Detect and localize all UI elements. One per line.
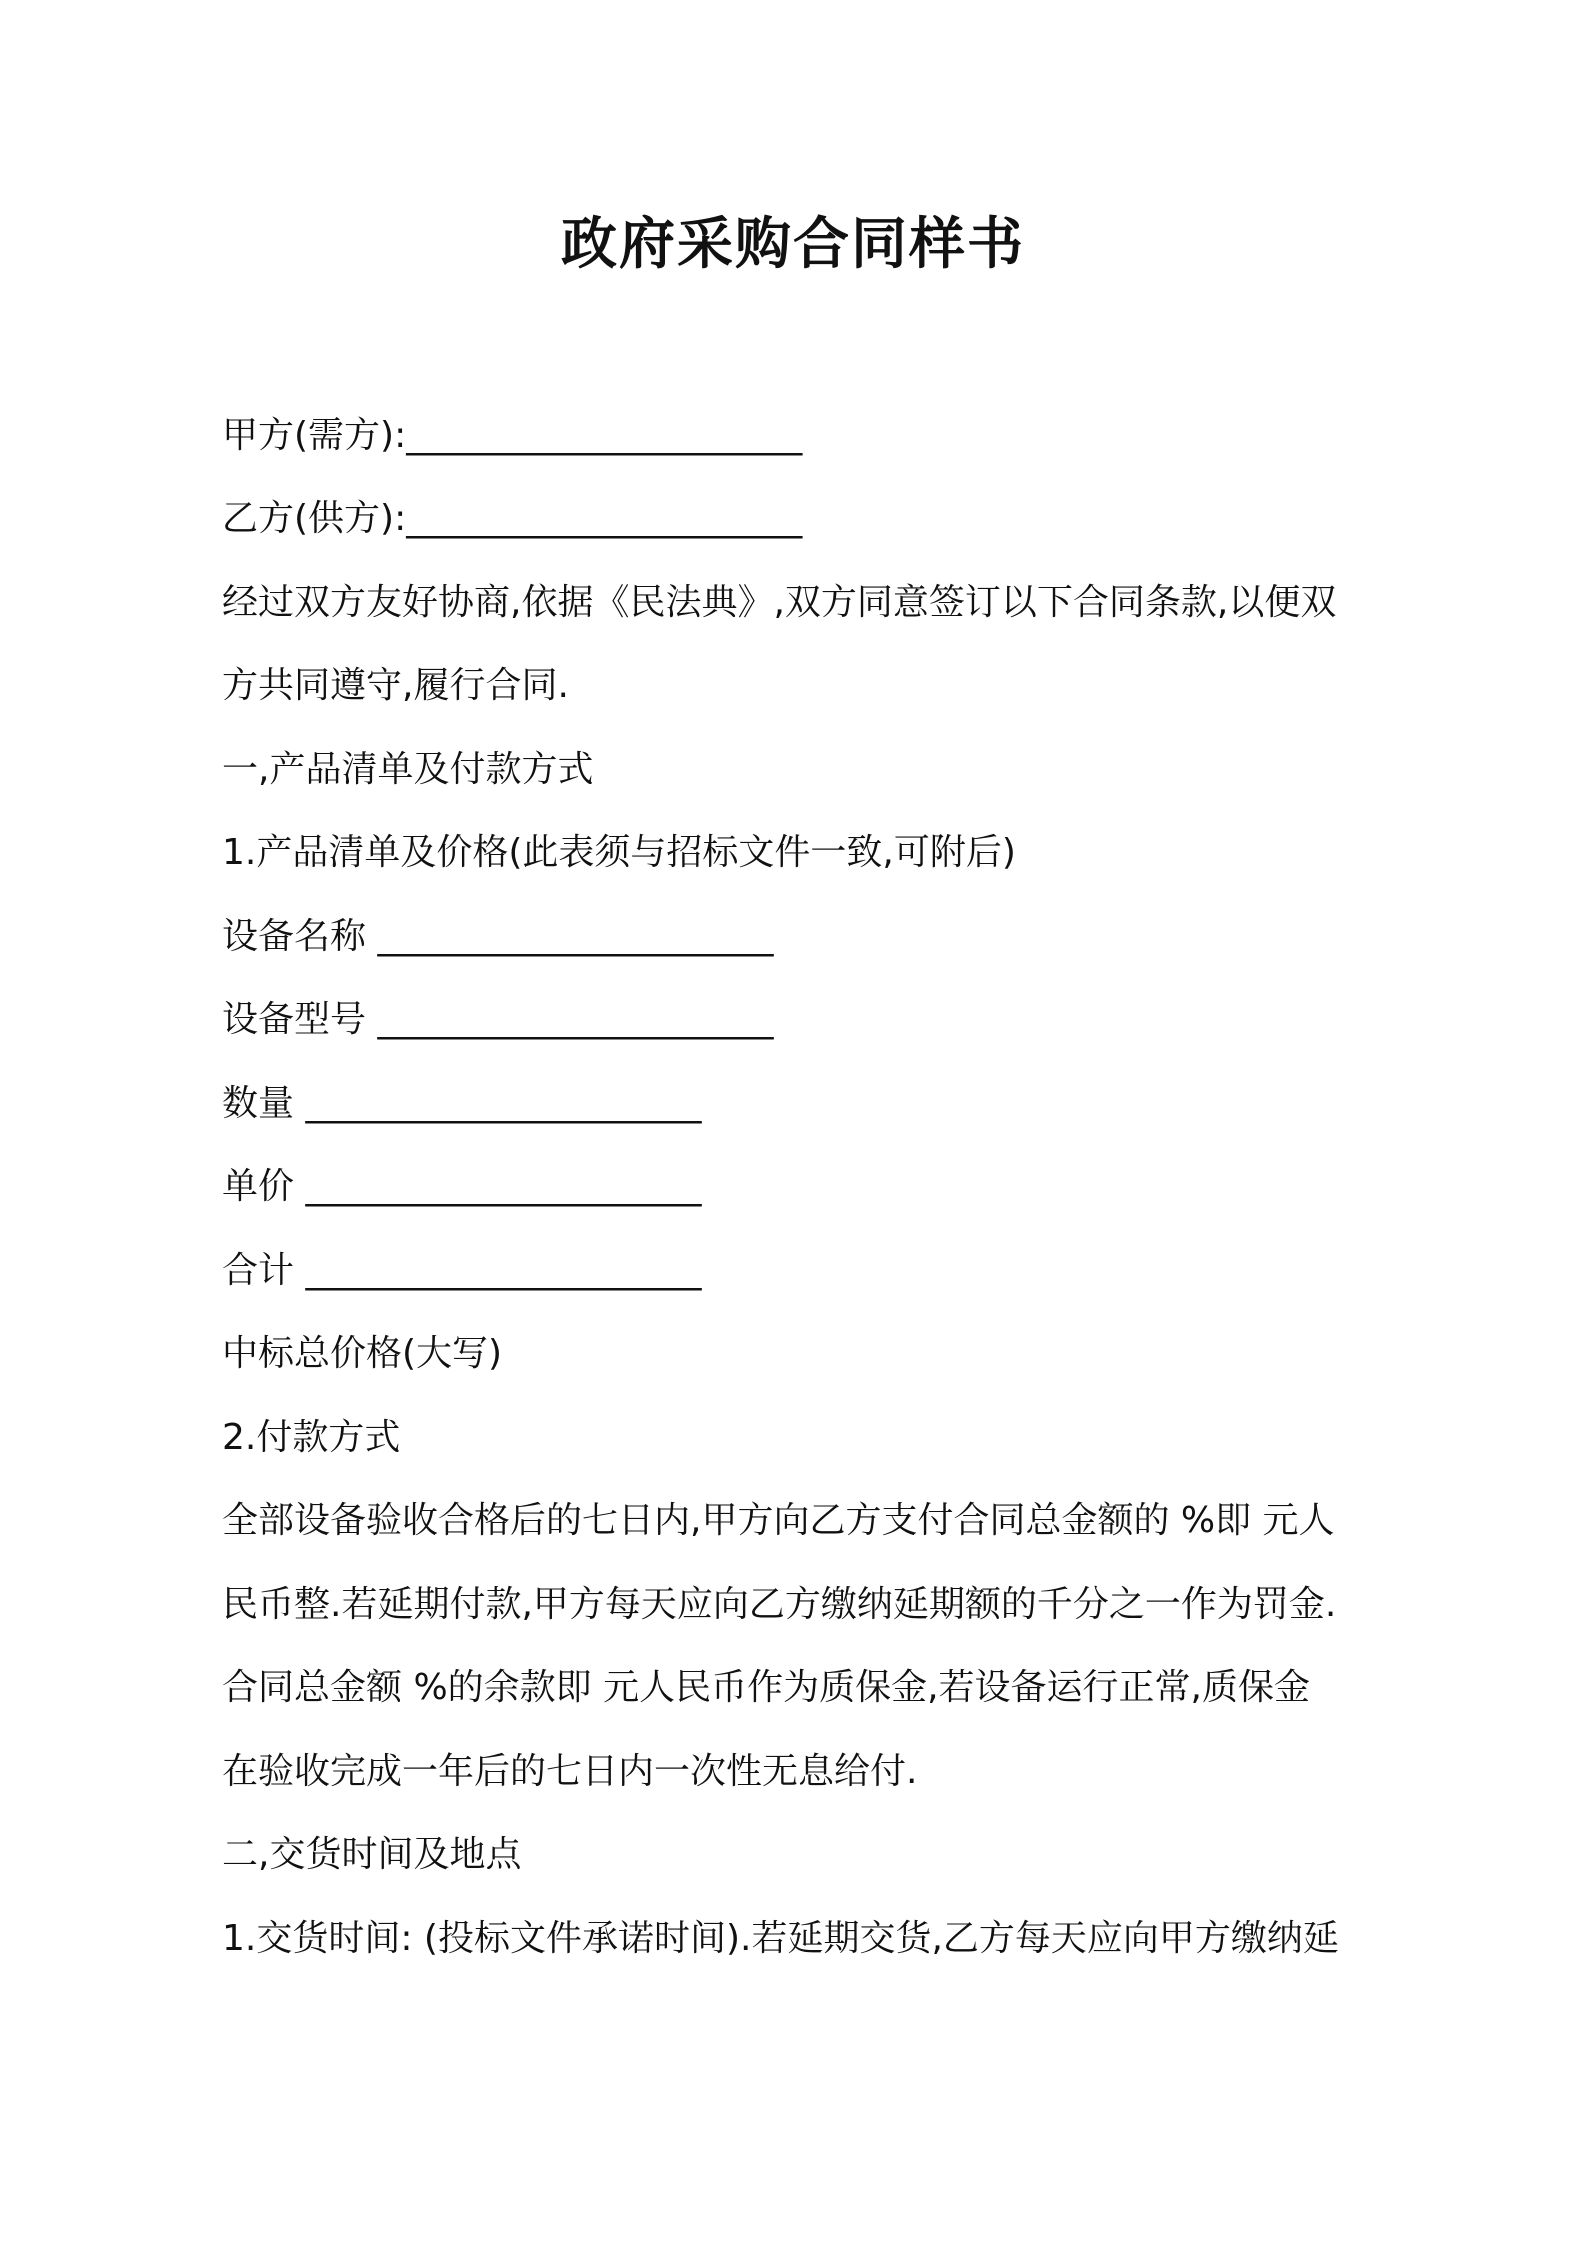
intro-paragraph-line-1: 经过双方友好协商,依据《民法典》,双方同意签订以下合同条款,以便双 [222,582,1337,623]
equipment-model-field: 设备型号 ______________________ [222,999,774,1040]
quantity-field: 数量 ______________________ [222,1083,702,1124]
section-1-heading: 一,产品清单及付款方式 [222,749,594,790]
party-b-line: 乙方(供方):______________________ [222,498,803,539]
winning-total-price-label: 中标总价格(大写) [222,1333,503,1374]
document-title: 政府采购合同样书 [561,212,1025,277]
payment-paragraph-line-1: 全部设备验收合格后的七日内,甲方向乙方支付合同总金额的 %即 元人 [222,1500,1335,1541]
clause-1-2-heading: 2.付款方式 [222,1417,401,1458]
section-2-heading: 二,交货时间及地点 [222,1834,522,1875]
payment-paragraph-line-3: 合同总金额 %的余款即 元人民币作为质保金,若设备运行正常,质保金 [222,1667,1310,1708]
clause-2-1-line-1: 1.交货时间: (投标文件承诺时间).若延期交货,乙方每天应向甲方缴纳延 [222,1918,1339,1959]
payment-paragraph-line-2: 民币整.若延期付款,甲方每天应向乙方缴纳延期额的千分之一作为罚金. [222,1584,1337,1625]
intro-paragraph-line-2: 方共同遵守,履行合同. [222,665,569,706]
total-field: 合计 ______________________ [222,1250,702,1291]
equipment-name-field: 设备名称 ______________________ [222,916,774,957]
unit-price-field: 单价 ______________________ [222,1166,702,1207]
payment-paragraph-line-4: 在验收完成一年后的七日内一次性无息给付. [222,1751,918,1792]
clause-1-1-heading: 1.产品清单及价格(此表须与招标文件一致,可附后) [222,832,1016,873]
party-a-line: 甲方(需方):______________________ [222,415,803,456]
